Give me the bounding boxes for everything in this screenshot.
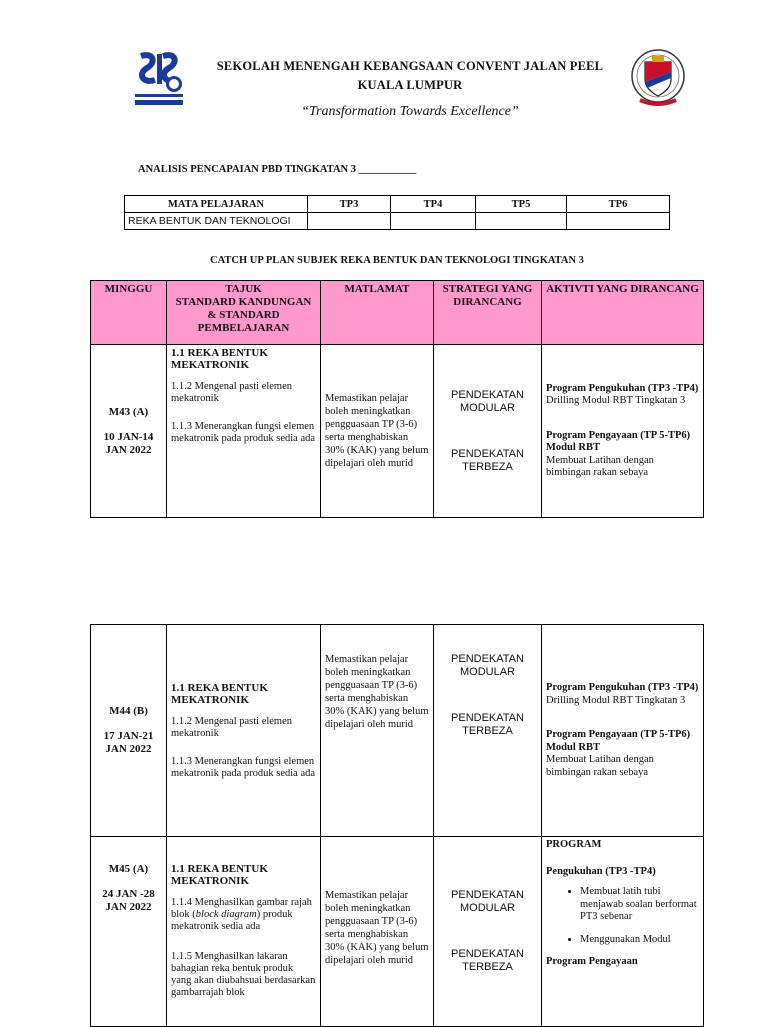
catchup-title: CATCH UP PLAN SUBJEK REKA BENTUK DAN TEKNOLOGI TINGKATAN 3 [210, 255, 584, 266]
program-pengukuhan-text: Drilling Modul RBT Tingkatan 3 [546, 694, 686, 706]
topic-title: 1.1 REKA BENTUK MEKATRONIK [171, 347, 268, 371]
plan-table-2 [90, 624, 704, 1027]
matlamat-cell: Memastikan pelajar boleh meningkatkan pengguasaan TP (3-6) serta menghabiskan 30% (KAK) yang belum dipelajari oleh murid [321, 345, 434, 518]
week-row-m44 [91, 625, 704, 837]
topic-title: 1.1 REKA BENTUK MEKATRONIK [171, 681, 268, 706]
standard-2: 1.1.3 Menerangkan fungsi elemen mekatronik pada produk sedia ada [171, 755, 316, 779]
standard-2: 1.1.5 Menghasilkan lakaran bahagian reka bentuk produk yang akan diubahsuai berdasarkan gambarrajah blok [171, 951, 316, 998]
header-minggu: MINGGU [91, 281, 167, 345]
week-code: M43 (A) [108, 405, 149, 418]
program-pengukuhan-title: Pengukuhan (TP3 -TP4) [546, 865, 656, 877]
week-cell [91, 625, 167, 837]
standard-1: 1.1.2 Mengenal pasti elemen mekatronik [171, 715, 293, 739]
pbd-cell-tp6 [567, 213, 670, 230]
strategi-modular: PENDEKATAN MODULAR [451, 388, 524, 414]
tajuk-cell [167, 625, 321, 837]
program-pengukuhan-title: Program Pengukuhan (TP3 -TP4) [546, 382, 699, 394]
strategi-modular: PENDEKATAN MODULAR [451, 653, 524, 678]
pbd-table-header [125, 196, 670, 213]
list-item: • Menggunakan Modul [580, 934, 699, 947]
week-cell [91, 837, 167, 1027]
week-dates: 17 JAN-21 JAN 2022 [103, 730, 154, 755]
school-motto: “Transformation Towards Excellence” [301, 104, 519, 119]
standard-1-em: block diagram [195, 909, 257, 920]
program-pengayaan-sub: Modul RBT [546, 442, 600, 453]
header-tajuk [167, 281, 321, 345]
pbd-header-tp6: TP6 [567, 196, 670, 213]
aktiviti-bullet-list [546, 886, 699, 946]
aktiviti-cell [542, 625, 704, 837]
school-name [190, 57, 630, 95]
school-logo-left [133, 50, 185, 108]
header-strategi: STRATEGI YANG DIRANCANG [434, 281, 542, 345]
matlamat-cell: Memastikan pelajar boleh meningkatkan pengguasaan TP (3-6) serta menghabiskan 30% (KAK) yang belum dipelajari oleh murid [321, 837, 434, 1027]
plan-header-row [91, 281, 704, 345]
header-tajuk-line1: TAJUK [225, 283, 262, 295]
header-tajuk-line2: STANDARD KANDUNGAN & STANDARD PEMBELAJARAN [175, 296, 312, 334]
strategi-terbeza: PENDEKATAN TERBEZA [451, 712, 524, 737]
program-pengukuhan-title: Program Pengukuhan (TP3 -TP4) [546, 682, 699, 693]
week-row-m43 [91, 345, 704, 518]
header-matlamat: MATLAMAT [321, 281, 434, 345]
school-name-line1: SEKOLAH MENENGAH KEBANGSAAN CONVENT JALAN PEEL [216, 59, 604, 73]
standard-2: 1.1.3 Menerangkan fungsi elemen mekatronik pada produk sedia ada [171, 421, 316, 444]
standard-1-pre: 1.1.4 Menghasilkan gambar rajah blok ( [171, 897, 312, 920]
header-aktiviti: AKTIVTI YANG DIRANCANG [542, 281, 704, 345]
week-dates: 24 JAN -28 JAN 2022 [102, 888, 155, 913]
tajuk-cell [167, 345, 321, 518]
program-pengayaan-title: Program Pengayaan [546, 956, 638, 967]
program-pengayaan-sub: Modul RBT [546, 741, 600, 753]
strategi-terbeza: PENDEKATAN TERBEZA [451, 948, 524, 973]
week-row-m45 [91, 837, 704, 1027]
program-pengayaan-title: Program Pengayaan (TP 5-TP6) [546, 429, 691, 441]
pbd-table-row [125, 213, 670, 230]
pbd-cell-tp5 [476, 213, 567, 230]
pbd-cell-tp3 [308, 213, 391, 230]
program-pengayaan-text: Membuat Latihan dengan bimbingan rakan sebaya [546, 754, 654, 778]
tajuk-cell [167, 837, 321, 1027]
aktiviti-cell [542, 345, 704, 518]
pbd-cell-tp4 [391, 213, 476, 230]
strategi-cell [434, 345, 542, 518]
week-code: M44 (B) [109, 705, 148, 717]
week-cell [91, 345, 167, 518]
pbd-header-tp5: TP5 [476, 196, 567, 213]
strategi-terbeza: PENDEKATAN TERBEZA [451, 447, 524, 473]
standard-1-post: ) produk mekatronik sedia ada [171, 909, 293, 932]
program-label: PROGRAM [546, 839, 602, 850]
list-item: • Membuat latih tubi menjawab soalan berformat PT3 sebenar [580, 886, 699, 924]
standard-1 [171, 897, 316, 933]
program-pengukuhan-text: Drilling Modul RBT Tingkatan 3 [546, 395, 686, 406]
pbd-header-tp4: TP4 [391, 196, 476, 213]
week-code: M45 (A) [108, 863, 149, 875]
matlamat-cell: Memastikan pelajar boleh meningkatkan pengguasaan TP (3-6) serta menghabiskan 30% (KAK) yang belum dipelajari oleh murid [321, 625, 434, 837]
strategi-cell [434, 625, 542, 837]
standard-1: 1.1.2 Mengenal pasti elemen mekatronik [171, 381, 293, 404]
school-crest-right [630, 48, 686, 110]
strategi-cell [434, 837, 542, 1027]
plan-table-1 [90, 280, 704, 518]
week-dates: 10 JAN-14 JAN 2022 [103, 430, 154, 456]
topic-title: 1.1 REKA BENTUK MEKATRONIK [171, 863, 268, 887]
program-pengayaan-title: Program Pengayaan (TP 5-TP6) [546, 729, 691, 740]
pbd-cell-subject: REKA BENTUK DAN TEKNOLOGI [125, 213, 308, 230]
pbd-table [124, 195, 670, 230]
pbd-header-tp3: TP3 [308, 196, 391, 213]
analisis-title: ANALISIS PENCAPAIAN PBD TINGKATAN 3 ___________ [138, 164, 417, 175]
program-pengayaan-text: Membuat Latihan dengan bimbingan rakan sebaya [546, 454, 654, 478]
school-name-line2: KUALA LUMPUR [357, 78, 463, 92]
aktiviti-cell [542, 837, 704, 1027]
strategi-modular: PENDEKATAN MODULAR [451, 889, 524, 914]
pbd-header-subject: MATA PELAJARAN [125, 196, 308, 213]
